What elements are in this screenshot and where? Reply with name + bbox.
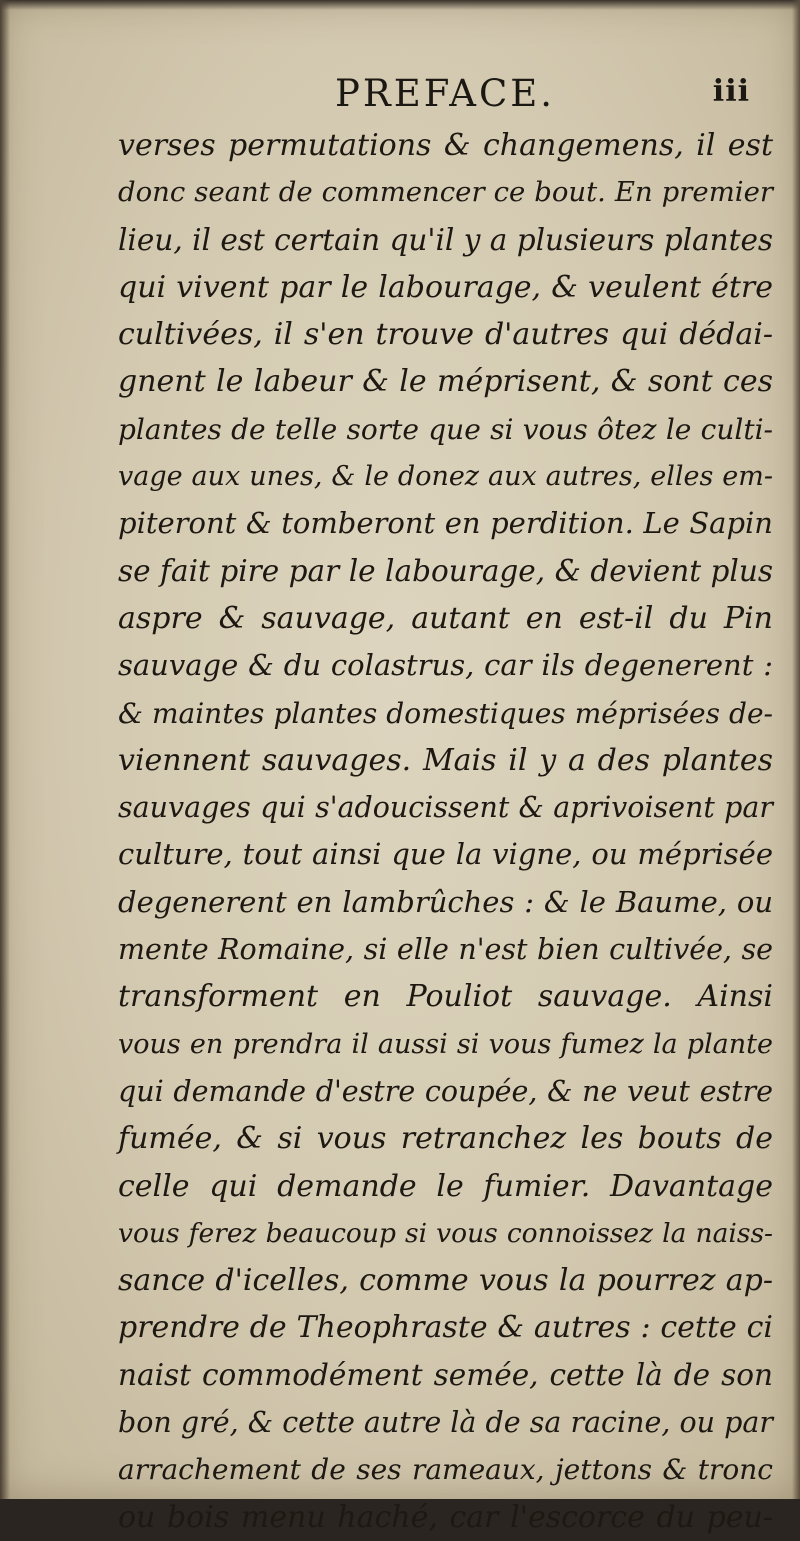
text-line: qui demande d'estre coupée, & ne veut estre — [118, 1074, 773, 1108]
text-line: vage aux unes, & le donez aux autres, elles em- — [118, 461, 773, 493]
text-line: se fait pire par le labourage, & devient plus — [118, 553, 773, 588]
text-line: culture, tout ainsi que la vigne, ou méprisée — [118, 837, 773, 872]
text-line: vous ferez beaucoup si vous connoissez la naiss- — [118, 1217, 773, 1249]
text-line: degenerent en lambrûches : & le Baume, ou — [118, 884, 773, 919]
text-line: plantes de telle sorte que si vous ôtez le culti- — [118, 412, 773, 446]
page-number: iii — [712, 74, 750, 109]
text-line: gnent le labeur & le méprisent, & sont ces — [118, 364, 773, 400]
text-line: cultivées, il s'en trouve d'autres qui dédai- — [118, 317, 773, 353]
text-line: donc seant de commencer ce bout. En premier — [118, 176, 773, 209]
text-line: mente Romaine, si elle n'est bien cultivée, se — [118, 933, 773, 967]
text-line: verses permutations & changemens, il est — [118, 128, 773, 163]
body-text — [118, 122, 773, 1541]
text-line: vous en prendra il aussi si vous fumez la plante — [118, 1028, 773, 1060]
text-line: lieu, il est certain qu'il y a plusieurs plantes — [118, 222, 774, 257]
text-line: viennent sauvages. Mais il y a des plantes — [118, 742, 773, 778]
running-title: PREFACE. — [335, 72, 556, 115]
text-line: sauvage & du colastrus, car ils degenerent : — [118, 648, 773, 683]
text-line: aspre & sauvage, autant en est-il du Pin — [118, 600, 773, 636]
text-line: sauvages qui s'adoucissent & aprivoisent par — [118, 791, 773, 825]
page-binding-edge — [0, 0, 10, 1499]
text-line: fumée, & si vous retranchez les bouts de — [118, 1121, 773, 1157]
text-line: & maintes plantes domestiques méprisées de- — [118, 696, 773, 730]
text-line: celle qui demande le fumier. Davantage — [118, 1168, 773, 1204]
text-line: sance d'icelles, comme vous la pourrez ap- — [118, 1263, 773, 1299]
text-line: bon gré, & cette autre là de sa racine, ou par — [118, 1406, 773, 1440]
page-right-edge — [792, 0, 800, 1499]
text-line: prendre de Theophraste & autres : cette ci — [118, 1310, 773, 1346]
text-line: qui vivent par le labourage, & veulent étre — [118, 269, 773, 305]
text-line: piteront & tomberont en perdition. Le Sapin — [118, 506, 773, 541]
page-header — [110, 72, 770, 122]
text-line: arrachement de ses rameaux, jettons & tronc — [118, 1453, 773, 1487]
page-top-edge — [0, 0, 800, 10]
text-line: transforment en Pouliot sauvage. Ainsi — [118, 979, 773, 1015]
text-line: naist commodément semée, cette là de son — [118, 1357, 773, 1392]
text-line: ou bois menu haché, car l'escorce du peu- — [118, 1499, 773, 1535]
